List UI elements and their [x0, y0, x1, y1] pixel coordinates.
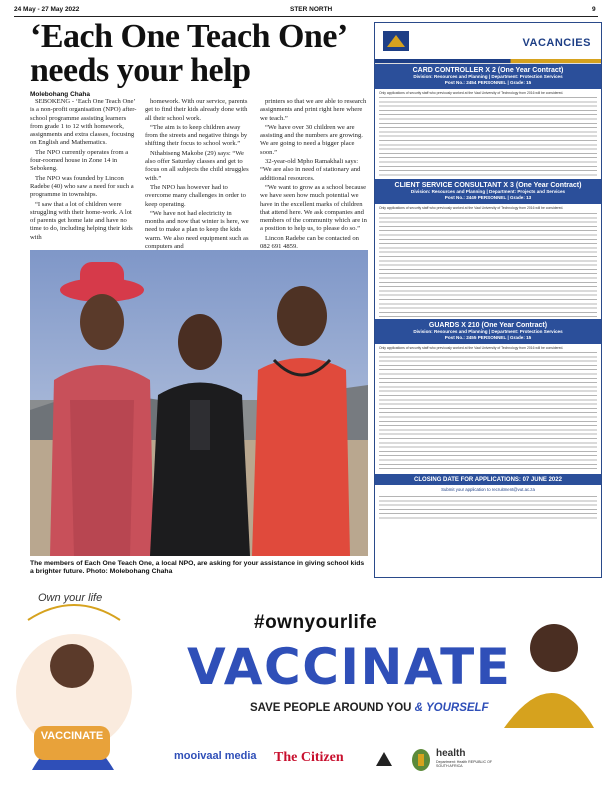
job-intro — [375, 204, 601, 318]
citizen-logo: The Citizen — [274, 750, 344, 765]
job-intro-text: Only applications of security staff who previously worked at the Vaal University of Technology from 2016 will be considered. — [379, 206, 564, 211]
job-title: CLIENT SERVICE CONSULTANT X 3 (One Year Contract) — [394, 182, 582, 190]
job-division: Division: Resources and Planning | Department: Protection Services — [413, 328, 563, 334]
job-intro-text: Only applications of security staff who previously worked at the Vaal University of Technology from 2016 will be considered. — [379, 345, 564, 350]
article-photo — [30, 250, 368, 556]
article-byline: Molebohang Chaha — [30, 91, 90, 98]
mooivaal-logo: mooivaal media — [174, 750, 257, 762]
paragraph: Lincon Radebe can be contacted on 082 691 4859. — [260, 234, 359, 251]
job-guards — [375, 319, 601, 474]
ad-people-illustration — [484, 608, 594, 728]
article-column-3 — [260, 98, 368, 252]
closing-fine-print — [375, 494, 601, 538]
job-client-service — [375, 179, 601, 318]
ad-subline-main: SAVE PEOPLE AROUND YOU — [250, 702, 412, 714]
article-headline: ‘Each One Teach One’ needs your help — [30, 18, 346, 89]
ad-hashtag: #ownyourlife — [254, 612, 378, 633]
job-post: Post No.: 2449 PERSONNEL | Grade: 13 — [444, 195, 532, 201]
paragraph: The NPO has however had to overcome many challenges in order to keep operating. — [145, 183, 246, 208]
job-intro — [375, 89, 601, 179]
job-title: CARD CONTROLLER X 2 (One Year Contract) — [412, 67, 564, 74]
photo-illustration — [30, 250, 368, 556]
health-department-text: Department: Health REPUBLIC OF SOUTH AFRICA — [436, 760, 493, 769]
job-division: Division: Resources and Planning | Department: Protection Services — [413, 74, 563, 79]
vacancies-stripe — [375, 59, 601, 63]
fine-print-block — [379, 213, 597, 317]
vacancies-header — [375, 23, 601, 64]
section-name: STER NORTH — [290, 6, 333, 13]
partner-logo-icon — [374, 750, 394, 768]
paragraph: homework. With our service, parents get to find their kids already done with all their school work. — [145, 98, 248, 122]
article-column-2 — [145, 98, 252, 252]
paragraph: “We have not had electricity in months and now that winter is here, we need to make a plan to keep the kids warm. We also need equipment such as computers and — [145, 209, 249, 251]
paragraph: “We have over 30 children we are assisting and the numbers are growing. We are going to need a bigger place soon.” — [260, 123, 363, 156]
ad-badge: VACCINATE — [40, 730, 104, 742]
job-card-controller — [375, 64, 601, 179]
ad-subline — [250, 702, 489, 714]
paragraph: “I saw that a lot of children were struggling with their home-work. A lot of parents get home late and have no time to do, including helping their kids with — [30, 200, 133, 241]
job-intro-text: Only applications of security staff who previously worked at the Vaal University of Technology from 2016 will be considered. — [379, 91, 564, 95]
job-division: Division: Resources and Planning | Department: Projects and Services — [410, 189, 566, 195]
ad-headline: VACCINATE — [187, 638, 512, 696]
ad-subline-emphasis: & YOURSELF — [414, 702, 489, 714]
paragraph: SEBOKENG - ‘Each One Teach One’ is a non-profit organisation (NPO) after-school programme assisting learners from grade 1 to 12 with homework, assignments and extra classes, focusing on English and Mathematics. — [30, 98, 137, 147]
paragraph: The NPO currently operates from a four-roomed house in Zone 14 in Sebokeng. — [30, 148, 129, 173]
vaccinate-advert — [14, 580, 598, 784]
ad-figure-illustration — [14, 580, 134, 784]
article-column-1 — [30, 98, 137, 243]
job-intro — [375, 344, 601, 474]
paragraph: The NPO was founded by Lincon Radebe (40) who saw a need for such a programme in townships. — [30, 174, 134, 199]
job-header — [375, 64, 601, 89]
page-number: 9 — [592, 6, 596, 13]
job-header — [375, 179, 601, 204]
ad-logo-strip — [124, 748, 598, 778]
header-rule — [14, 16, 598, 17]
paragraph: 32-year-old Mpho Ramakhali says: “We are also in need of stationary and additional resources. — [260, 158, 361, 182]
paragraph: Nthabiseng Makobe (29) says: “We also offer Saturday classes and get to focus on all subjects the child struggles with.” — [145, 149, 249, 182]
issue-date: 24 May - 27 May 2022 — [14, 6, 80, 13]
university-logo-icon — [381, 29, 411, 57]
job-title: GUARDS X 210 (One Year Contract) — [428, 321, 548, 329]
ad-tagline: Own your life — [38, 592, 103, 604]
photo-caption: The members of Each One Teach One, a local NPO, are asking for your assistance in giving school kids a brighter future. Photo: Molebohang Chaha — [30, 560, 365, 575]
paragraph: “The aim is to keep children away from the streets and negative things by shifting their focus to school work.” — [145, 123, 248, 148]
vacancies-panel — [374, 22, 602, 578]
closing-date: CLOSING DATE FOR APPLICATIONS: 07 JUNE 2022 — [375, 474, 601, 485]
coat-of-arms-icon — [410, 748, 432, 772]
vacancies-title: VACANCIES — [522, 37, 591, 49]
paragraph: “We want to grow as a school because we have seen how much potential we have in the excellent marks of children that attend here. We ask companies and members of the community which are in a position to help us, to please do so.” — [260, 183, 367, 233]
job-header — [375, 319, 601, 344]
submit-email-link[interactable]: Submit your application to recruitment@vut.ac.za — [441, 486, 535, 492]
paragraph: printers so that we are able to research assignments and print right here where we teach.” — [260, 98, 367, 122]
health-logo: health — [436, 748, 466, 759]
fine-print-block — [379, 496, 597, 522]
job-post: Post No.: 2455 PERSONNEL | Grade: 15 — [444, 334, 532, 340]
fine-print-block — [379, 97, 597, 177]
fine-print-block — [379, 352, 597, 472]
job-post: Post No.: 2454 PERSONNEL | Grade: 15 — [444, 80, 532, 85]
